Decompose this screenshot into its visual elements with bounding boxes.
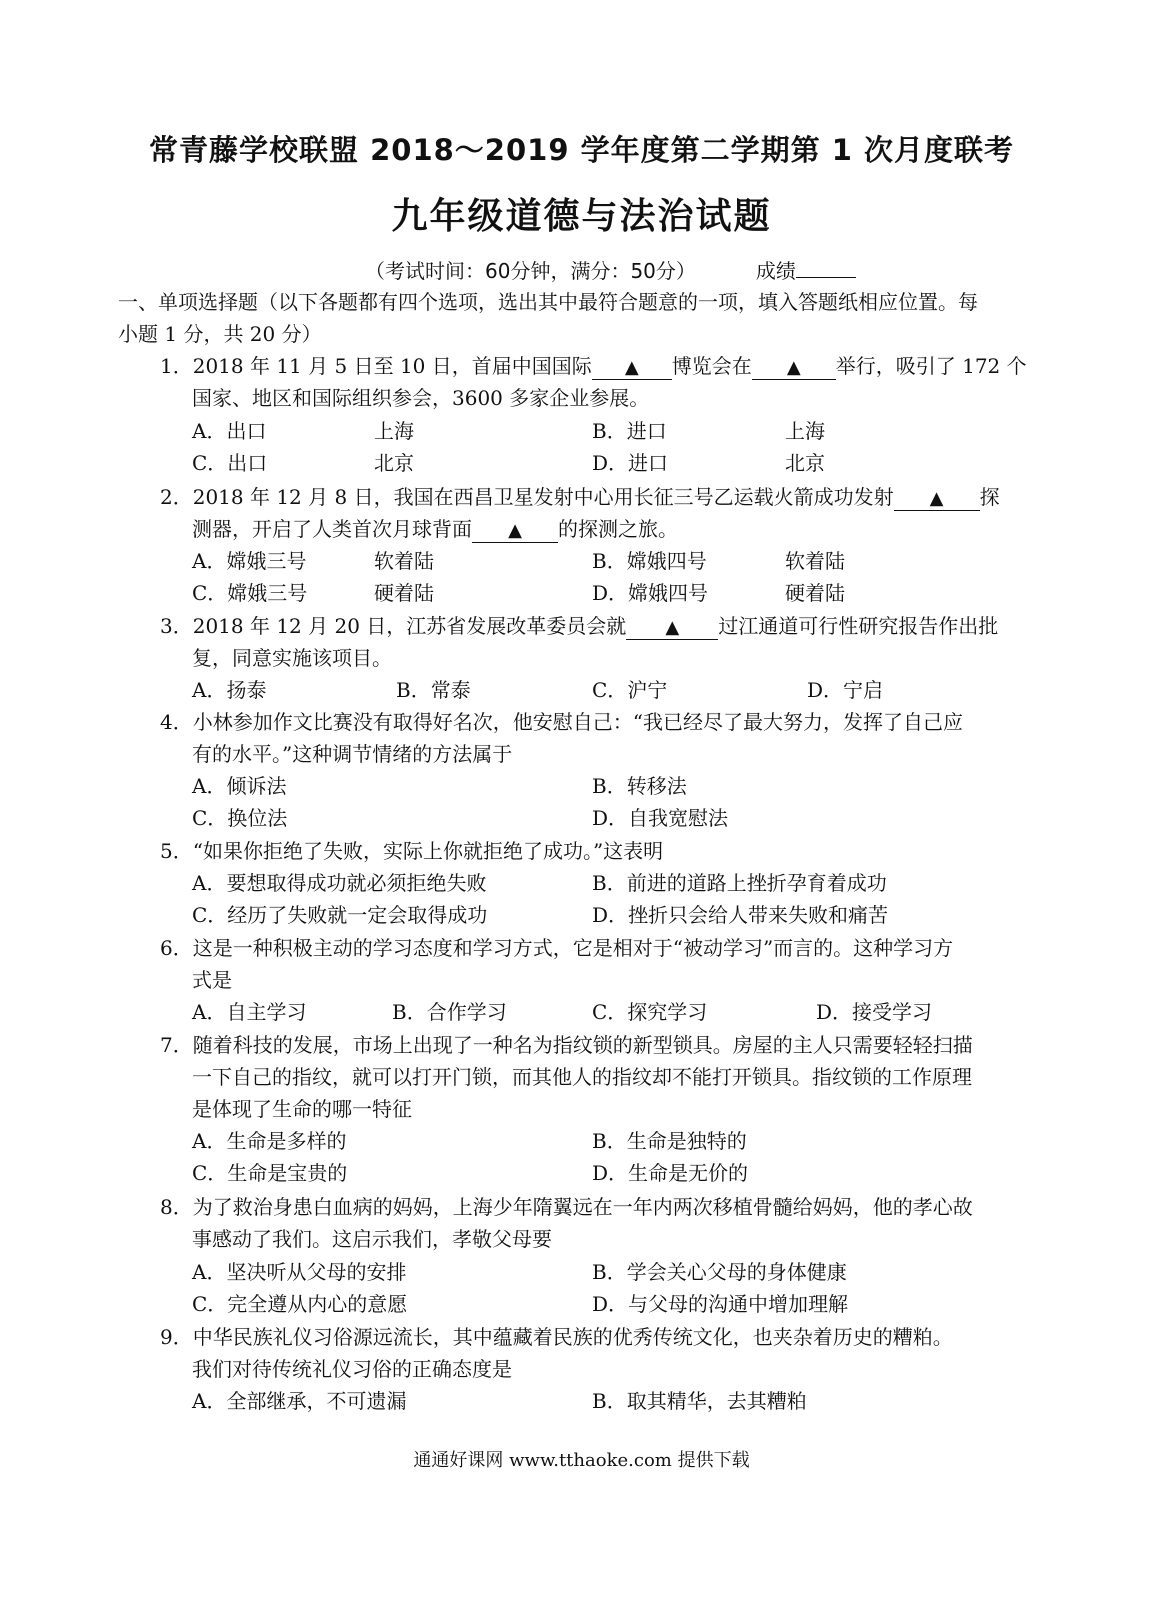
option: D．生命是无价的	[592, 1161, 749, 1185]
question-8-line1: 8．为了救治身患白血病的妈妈，上海少年隋翼远在一年内两次移植骨髓给妈妈，他的孝心故	[160, 1195, 973, 1219]
option: B．学会关心父母的身体健康	[592, 1260, 847, 1284]
option-detail: 北京	[785, 451, 825, 475]
question-7-line3: 是体现了生命的哪一特征	[192, 1097, 412, 1121]
option: A．扬泰	[192, 678, 267, 702]
answer-blank: ▲	[752, 357, 836, 380]
answer-blank: ▲	[894, 488, 980, 511]
question-3-text-a: 3．2018 年 12 月 20 日，江苏省发展改革委员会就	[160, 614, 627, 638]
option: C．出口	[192, 451, 268, 475]
question-1-text-a: 1．2018 年 11 月 5 日至 10 日，首届中国国际	[160, 354, 592, 378]
question-7-line2: 一下自己的指纹，就可以打开门锁，而其他人的指纹却不能打开锁具。指纹锁的工作原理	[192, 1065, 972, 1089]
page-footer: 通通好课网 www.tthaoke.com 提供下载	[413, 1450, 750, 1471]
option-detail: 软着陆	[374, 549, 434, 573]
exam-title: 常青藤学校联盟 2018～2019 学年度第二学期第 1 次月度联考	[149, 133, 1014, 167]
option: A．自主学习	[192, 1000, 307, 1024]
question-6-line2: 式是	[192, 968, 232, 992]
question-6-line1: 6．这是一种积极主动的学习态度和学习方式，它是相对于“被动学习”而言的。这种学习方	[160, 936, 954, 960]
option: B．进口	[592, 419, 667, 443]
option: D．接受学习	[816, 1000, 933, 1024]
option: B．合作学习	[392, 1000, 507, 1024]
option: C．沪宁	[592, 678, 668, 702]
option: C．完全遵从内心的意愿	[192, 1292, 408, 1316]
score-label: 成绩	[755, 259, 796, 283]
question-9-line1: 9．中华民族礼仪习俗源远流长，其中蕴藏着民族的优秀传统文化，也夹杂着历史的糟粕。	[160, 1325, 953, 1349]
option: A．坚决听从父母的安排	[192, 1260, 407, 1284]
option-detail: 硬着陆	[374, 581, 434, 605]
exam-subtitle: 九年级道德与法治试题	[391, 196, 772, 237]
option: D．挫折只会给人带来失败和痛苦	[592, 903, 889, 927]
question-8-line2: 事感动了我们。这启示我们，孝敬父母要	[192, 1227, 552, 1251]
option: B．嫦娥四号	[592, 549, 707, 573]
question-9-line2: 我们对待传统礼仪习俗的正确态度是	[192, 1357, 512, 1381]
question-1-line2: 国家、地区和国际组织参会，3600 多家企业参展。	[192, 386, 650, 410]
exam-time-info: （考试时间：60分钟，满分：50分）	[365, 259, 696, 283]
question-2-text-b: 探	[979, 485, 1000, 509]
option: B．生命是独特的	[592, 1129, 747, 1153]
option-detail: 软着陆	[785, 549, 845, 573]
option: A．生命是多样的	[192, 1129, 347, 1153]
option: D．自我宽慰法	[592, 806, 729, 830]
answer-blank: ▲	[626, 617, 718, 640]
question-7-line1: 7．随着科技的发展，市场上出现了一种名为指纹锁的新型锁具。房屋的主人只需要轻轻扫描	[160, 1033, 973, 1057]
score-blank	[796, 259, 856, 278]
option-detail: 硬着陆	[785, 581, 845, 605]
option: A．倾诉法	[192, 774, 287, 798]
question-3-line1	[160, 613, 998, 640]
option: B．前进的道路上挫折孕育着成功	[592, 871, 887, 895]
option: D．与父母的沟通中增加理解	[592, 1292, 849, 1316]
answer-blank: ▲	[592, 357, 672, 380]
option: A．要想取得成功就必须拒绝失败	[192, 871, 487, 895]
option-detail: 北京	[374, 451, 414, 475]
question-1-line1	[160, 353, 1027, 380]
question-4-line2: 有的水平。”这种调节情绪的方法属于	[192, 742, 513, 766]
option: A．出口	[192, 419, 267, 443]
option-detail: 上海	[785, 419, 825, 443]
option: C．生命是宝贵的	[192, 1161, 348, 1185]
answer-blank: ▲	[472, 520, 558, 543]
option: C．换位法	[192, 806, 288, 830]
option: C．探究学习	[592, 1000, 708, 1024]
question-2-line2	[192, 516, 678, 543]
question-3-text-b: 过江通道可行性研究报告作出批	[718, 614, 999, 638]
option: D．嫦娥四号	[592, 581, 709, 605]
question-5-line1: 5．“如果你拒绝了失败，实际上你就拒绝了成功。”这表明	[160, 839, 664, 863]
question-2-text-c: 测器，开启了人类首次月球背面	[192, 517, 472, 541]
exam-info	[365, 255, 856, 284]
question-2-text-a: 2．2018 年 12 月 8 日，我国在西昌卫星发射中心用长征三号乙运载火箭成功发射	[160, 485, 894, 509]
option: C．经历了失败就一定会取得成功	[192, 903, 488, 927]
option: A．嫦娥三号	[192, 549, 307, 573]
option: B．取其精华，去其糟粕	[592, 1389, 807, 1413]
option-detail: 上海	[374, 419, 414, 443]
option: A．全部继承，不可遗漏	[192, 1389, 407, 1413]
question-2-line1	[160, 484, 1000, 511]
option: B．常泰	[396, 678, 471, 702]
option: D．进口	[592, 451, 669, 475]
question-4-line1: 4．小林参加作文比赛没有取得好名次，他安慰自己：“我已经尽了最大努力，发挥了自己应	[160, 710, 963, 734]
question-1-text-c: 举行，吸引了 172 个	[835, 354, 1027, 378]
question-3-line2: 复，同意实施该项目。	[192, 646, 392, 670]
question-1-text-b: 博览会在	[671, 354, 752, 378]
option: C．嫦娥三号	[192, 581, 308, 605]
option: D．宁启	[807, 678, 884, 702]
section-heading-line2: 小题 1 分，共 20 分）	[118, 322, 322, 346]
option: B．转移法	[592, 774, 687, 798]
question-2-text-d: 的探测之旅。	[558, 517, 678, 541]
section-heading-line1: 一、单项选择题（以下各题都有四个选项，选出其中最符合题意的一项，填入答题纸相应位置。每	[118, 290, 978, 314]
